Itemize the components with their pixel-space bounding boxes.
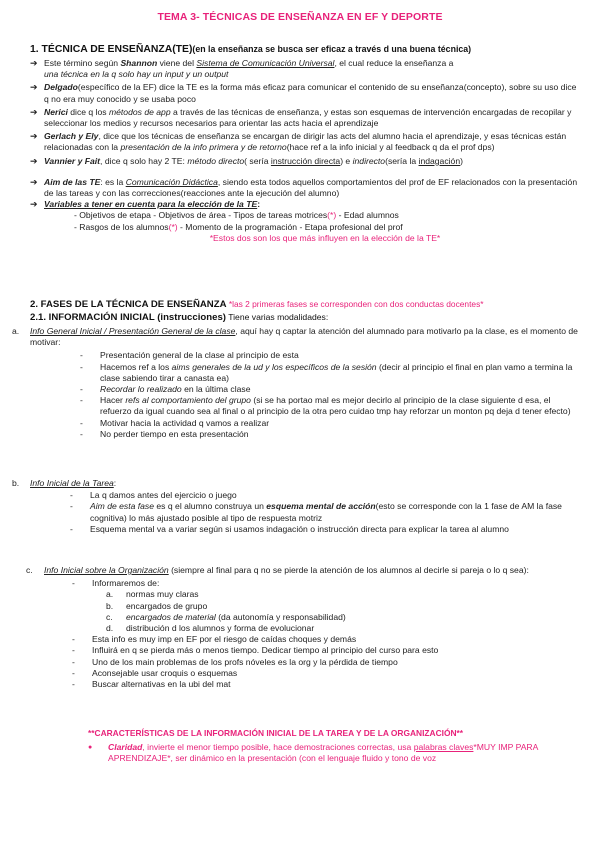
- item-b-intro: [12, 478, 582, 489]
- text: (decir al principio el final en plan vamo a termina la clase sabiendo tirar a canasta ea): [100, 361, 573, 383]
- list-item: [72, 668, 582, 679]
- dash: -: [80, 428, 83, 439]
- text: , aquí hay q captar la atención del alumnado para motivarlo pa la clase, es el momento de motivar:: [30, 326, 578, 348]
- text: (si se ha portao mal es mejor decirlo al principio de la clase siguiente d esa, el refuerzo da igual cuando sea al final o al principio de la otra pero cuidao tmp hay reforzar un monton pq deja d tener efecto): [100, 395, 571, 417]
- text: (siempre al final para q no se pierde la atención de los alumnos al decirle si pareja o lo q sea):: [168, 565, 529, 575]
- dash: -: [72, 667, 75, 678]
- text: Motivar hacia la actividad q vamos a realizar: [100, 417, 270, 428]
- dash: -: [80, 384, 83, 395]
- item-label: b.: [12, 478, 20, 488]
- text: ) e: [340, 155, 353, 166]
- paragraph-variables: [30, 199, 580, 210]
- term: Claridad: [108, 742, 143, 752]
- dash: -: [70, 501, 73, 512]
- text: - Momento de la programación - Etapa profesional del prof: [177, 221, 403, 232]
- term: Aim de las TE: [44, 176, 101, 187]
- text: , dice q solo hay 2 TE:: [100, 155, 188, 166]
- section-1-heading-sub: (en la enseñanza se busca ser eficaz a través d una buena técnica): [192, 44, 472, 54]
- arrow-icon: ➔: [30, 106, 38, 117]
- text: Uno de los main problemas de los profs nóveles es la org y la pérdida de tiempo: [92, 656, 398, 667]
- underlined-term: instrucción directa: [270, 155, 341, 166]
- list-item: [80, 350, 582, 361]
- list-item: [70, 490, 582, 501]
- variables-note: *Estos dos son los que más influyen en la elección de la TE*: [209, 232, 441, 243]
- text: dice q los: [67, 106, 109, 117]
- list-item: [72, 657, 582, 668]
- bullet-icon: ●: [88, 744, 93, 751]
- paragraph-delgado: [30, 82, 580, 104]
- underlined-term: Info Inicial de la Tarea: [30, 478, 114, 488]
- text: es q el alumno construya un: [154, 501, 267, 512]
- list-item: [72, 634, 582, 645]
- text: distribución d los alumnos y forma de evolucionar: [126, 623, 315, 634]
- arrow-icon: ➔: [30, 131, 38, 142]
- text: Hacemos ref a los: [100, 361, 172, 372]
- paragraph-aim: [30, 177, 580, 199]
- dash: -: [80, 395, 83, 406]
- list-item: [72, 679, 582, 690]
- item-label: a.: [106, 589, 114, 600]
- paragraph-gerlach: [30, 131, 580, 153]
- text: Este término según: [44, 58, 121, 68]
- item-a-list: [80, 350, 582, 440]
- arrow-icon: ➔: [30, 82, 38, 93]
- variables-label: Variables a tener en cuenta para la elección de la TE: [44, 199, 258, 210]
- arrow-icon: ➔: [30, 58, 38, 68]
- text: (esto se corresponde con la 1 fase de AM la fase cognitiva) lo más ajustado posible al tipo de respuesta motriz: [90, 501, 562, 523]
- list-item: [80, 429, 582, 440]
- section-1-heading-main: 1. TÉCNICA DE ENSEÑANZA(TE): [30, 44, 193, 55]
- dash: -: [72, 679, 75, 690]
- list-item: [80, 362, 582, 384]
- text: presentación de la info primera y de retorno: [120, 142, 287, 153]
- text: Presentación general de la clase al principio de esta: [100, 350, 299, 361]
- nested-list: [92, 589, 582, 634]
- nested-item: [106, 601, 582, 612]
- variables-line-2: [30, 222, 580, 233]
- text: - Objetivos de etapa - Objetivos de área - Tipos de tareas motrices: [74, 210, 328, 221]
- text: 2.1. INFORMACIÓN INICIAL (instrucciones): [30, 312, 226, 323]
- characteristics-item: [88, 742, 583, 764]
- text: a través de las técnicas de enseñanza, y estas son esquemas de intervención encargadas de recopilar y seleccionar los medios y recursos necesarios para orientar las acts hacia el aprendizaje: [44, 106, 572, 129]
- text: , siendo esta todos aquellos comportamientos del prof de EF relacionados con la presentación de las tareas y con las correcciones(reacciones ante la ejecución del alumno): [44, 176, 578, 199]
- author-name: Vannier y Fait: [44, 155, 101, 166]
- list-item: [70, 501, 582, 523]
- dash: -: [72, 634, 75, 645]
- text: , el cual reduce la enseñanza a: [334, 58, 454, 68]
- characteristics-body: [88, 742, 583, 764]
- arrow-icon: ➔: [30, 199, 38, 210]
- section-1-list: [30, 58, 580, 244]
- text: Buscar alternativas en la ubi del mat: [92, 679, 231, 690]
- text: Aconsejable usar croquis o esquemas: [92, 667, 238, 678]
- text: *MUY IMP PARA APRENDIZAJE*, ser dinámico en la presentación (con el lenguaje fluido y tono de voz: [108, 742, 538, 764]
- list-item: [70, 524, 582, 535]
- dash: -: [70, 490, 73, 501]
- text: - Edad alumnos: [336, 210, 399, 221]
- item-c: [26, 565, 582, 690]
- text: No perder tiempo en esta presentación: [100, 428, 249, 439]
- paragraph-shannon: [30, 58, 580, 80]
- text: una técnica en la q solo hay un input y un output: [44, 69, 229, 80]
- nested-item: [106, 623, 582, 634]
- text: :: [257, 199, 261, 210]
- item-c-intro: [26, 565, 582, 576]
- text: método directo: [187, 155, 245, 166]
- text: Recordar lo realizado: [100, 384, 182, 395]
- text: 2. FASES DE LA TÉCNICA DE ENSEÑANZA: [30, 299, 227, 310]
- text: Hacer: [100, 395, 126, 406]
- text: Influirá en q se pierda más o menos tiempo. Dedicar tiempo al principio del curso para esto: [92, 645, 439, 656]
- item-b-list: [70, 490, 582, 535]
- underlined-term: Info Inicial sobre la Organización: [44, 565, 169, 575]
- text: , dice que los técnicas de enseñanza se encargan de dirigir las acts del alumno hacia el aprendizaje, y esas técnicas están relacionadas con la: [44, 131, 567, 153]
- text: Aim de esta fase: [90, 501, 155, 512]
- dash: -: [80, 361, 83, 372]
- item-label: a.: [12, 326, 20, 336]
- text: (sería la: [385, 155, 419, 166]
- text: Esquema mental va a variar según si usamos indagación o instrucción directa para explicar la tarea al alumno: [90, 523, 509, 534]
- page-title: TEMA 3- TÉCNICAS DE ENSEÑANZA EN EF Y DEPORTE: [157, 11, 443, 23]
- item-a: [12, 326, 582, 440]
- text: encargados de grupo: [126, 600, 208, 611]
- dash: -: [70, 523, 73, 534]
- underlined-term: Sistema de Comunicación Universal: [196, 58, 335, 68]
- text: :: [113, 478, 117, 488]
- list-item: [80, 384, 582, 395]
- underlined-term: Info General Inicial / Presentación General de la clase: [30, 326, 236, 336]
- text: encargados de material: [126, 611, 216, 622]
- text: indirecto: [352, 155, 386, 166]
- section-2-heading: [30, 299, 484, 310]
- text: : es la: [100, 176, 126, 187]
- underlined-term: indagación: [418, 155, 461, 166]
- asterisk-mark: (*): [327, 210, 337, 221]
- text: ): [460, 155, 463, 166]
- underlined-term: Comunicación Didáctica: [125, 176, 218, 187]
- item-label: c.: [26, 565, 33, 575]
- nested-item: [106, 589, 582, 600]
- item-label: c.: [106, 611, 113, 622]
- list-item: [80, 395, 582, 417]
- text: Informaremos de:: [92, 578, 160, 589]
- item-c-list: [72, 578, 582, 690]
- dash: -: [72, 645, 75, 656]
- list-item: [72, 578, 582, 634]
- dash: -: [72, 656, 75, 667]
- text: esquema mental de acción: [266, 501, 376, 512]
- text: en la última clase: [181, 384, 251, 395]
- paragraph-nerici: [30, 107, 580, 129]
- section-2-1-heading: [30, 312, 328, 323]
- item-label: b.: [106, 600, 114, 611]
- item-label: d.: [106, 623, 114, 634]
- author-name: Shannon: [120, 58, 158, 68]
- text: refs al comportamiento del grupo: [125, 395, 251, 406]
- text: viene del: [157, 58, 197, 68]
- characteristics-heading: **CARACTERÍSTICAS DE LA INFORMACIÓN INICIAL DE LA TAREA Y DE LA ORGANIZACIÓN**: [88, 728, 464, 738]
- section-1-heading: [30, 44, 471, 55]
- nested-item: [106, 612, 582, 623]
- section-2-note: *las 2 primeras fases se corresponden con dos conductas docentes*: [226, 299, 484, 309]
- text: La q damos antes del ejercicio o juego: [90, 490, 237, 501]
- text: (da autonomía y responsabilidad): [215, 611, 346, 622]
- text: (hace ref a la info inicial y al feedback q da el prof dps): [286, 142, 495, 153]
- item-b: [12, 478, 582, 535]
- underlined-term: palabras claves: [413, 742, 474, 752]
- list-item: [72, 645, 582, 656]
- arrow-icon: ➔: [30, 176, 38, 187]
- text: Tiene varias modalidades:: [225, 312, 329, 322]
- dash: -: [80, 417, 83, 428]
- author-name: Nerici: [44, 106, 68, 117]
- author-name: Gerlach y Ely: [44, 131, 99, 142]
- variables-line-1: [30, 210, 580, 221]
- text: ( sería: [244, 155, 271, 166]
- text: aims generales de la ud y los específicos de la sesión: [171, 361, 377, 372]
- author-name: Delgado: [44, 82, 78, 93]
- arrow-icon: ➔: [30, 155, 38, 166]
- text: normas muy claras: [126, 589, 199, 600]
- list-item: [80, 418, 582, 429]
- text: , invierte el menor tiempo posible, hace demostraciones correctas, usa: [142, 742, 414, 752]
- asterisk-mark: (*): [168, 221, 178, 232]
- dash: -: [80, 350, 83, 361]
- text: Esta info es muy imp en EF por el riesgo de caídas choques y demás: [92, 634, 357, 645]
- text: métodos de app: [108, 106, 171, 117]
- text: - Rasgos de los alumnos: [74, 221, 169, 232]
- text: (específico de la EF) dice la TE es la forma más eficaz para comunicar el contenido de su enseñanza(concepto), sobre su uso dice q no era muy conocido y se usaba poco: [44, 82, 577, 104]
- dash: -: [72, 578, 75, 589]
- item-a-intro: [12, 326, 582, 348]
- paragraph-vannier: [30, 156, 580, 167]
